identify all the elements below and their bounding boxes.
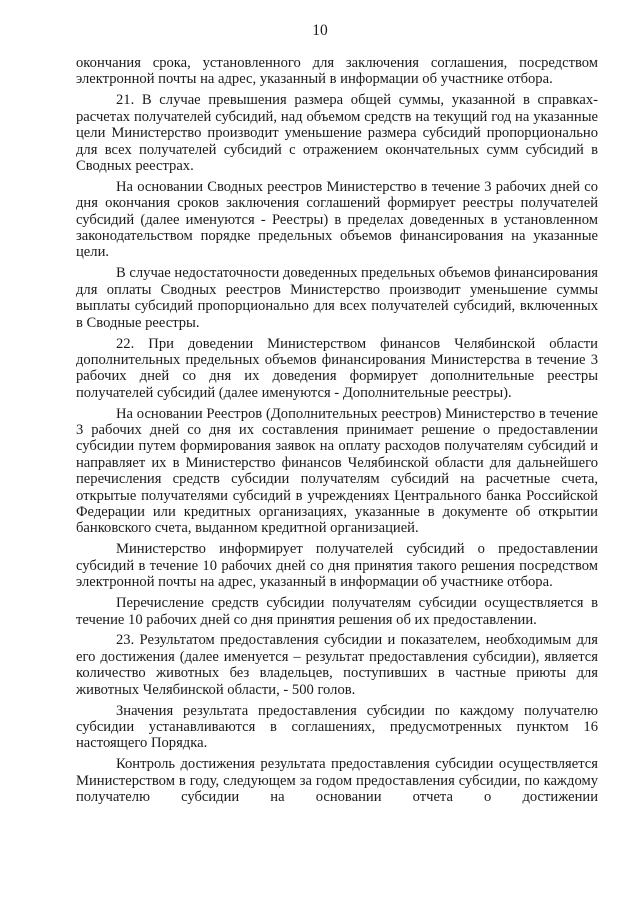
- paragraph-notification: Министерство информирует получателей субсидий о предоставлении субсидий в течение 10 рабочих дней со дня принятия такого решения посредством электронной почты на адрес, указанный в информации об участнике отбора.: [76, 541, 598, 591]
- paragraph-transfer: Перечисление средств субсидии получателям субсидии осуществляется в течение 10 рабочих дней со дня принятия решения об их предоставлении.: [76, 595, 598, 628]
- paragraph-item-23: 23. Результатом предоставления субсидии и показателем, необходимым для его достижения (далее именуется – результат предоставления субсидии), является количество животных без владельцев, поступивших в частные приюты для животных Челябинской области, - 500 голов.: [76, 632, 598, 698]
- page-number: 10: [312, 22, 328, 39]
- paragraph-control: Контроль достижения результата предоставления субсидии осуществляется Министерством в году, следующем за годом предоставления субсидии, по каждому получателю субсидии на основании отчета о достижении: [76, 756, 598, 806]
- paragraph-item-22: 22. При доведении Министерством финансов Челябинской области дополнительных предельных объемов финансирования Министерства в течение 3 рабочих дней со дня их доведения формирует дополнительные реестры получателей субсидий (далее именуются - Дополнительные реестры).: [76, 335, 598, 401]
- paragraph-item-21: 21. В случае превышения размера общей суммы, указанной в справках-расчетах получателей субсидий, над объемом средств на текущий год на указанные цели Министерство производит уменьшение размера субсидий пропорционально для всех получателей субсидий с отражением окончательных сумм субсидий в Сводных реестрах.: [76, 92, 598, 174]
- paragraph-result-values: Значения результата предоставления субсидии по каждому получателю субсидии устанавливаются в соглашениях, предусмотренных пунктом 16 настоящего Порядка.: [76, 702, 598, 752]
- paragraph-continuation: окончания срока, установленного для заключения соглашения, посредством электронной почты на адрес, указанный в информации об участнике отбора.: [76, 55, 598, 88]
- paragraph-decision: На основании Реестров (Дополнительных реестров) Министерство в течение 3 рабочих дней со дня их составления принимает решение о предоставлении субсидии путем формирования заявок на оплату расходов получателям субсидий и направляет их в Министерство финансов Челябинской области для дальнейшего перечисления средств субсидии получателям субсидий на расчетные счета, открытые получателями субсидий в учреждениях Центрального банка Российской Федерации или кредитных организациях, указанные в документе об открытии банковского счета, выданном кредитной организацией.: [76, 405, 598, 537]
- document-body: [76, 55, 598, 810]
- paragraph-insufficiency: В случае недостаточности доведенных предельных объемов финансирования для оплаты Сводных реестров Министерство производит уменьшение суммы выплаты субсидий пропорционально для всех получателей субсидий, включенных в Сводные реестры.: [76, 265, 599, 331]
- paragraph-registers: На основании Сводных реестров Министерство в течение 3 рабочих дней со дня окончания сроков заключения соглашений формирует реестры получателей субсидий (далее именуются - Реестры) в пределах доведенных в установленном законодательством порядке предельных объемов финансирования на указанные цели.: [76, 178, 598, 261]
